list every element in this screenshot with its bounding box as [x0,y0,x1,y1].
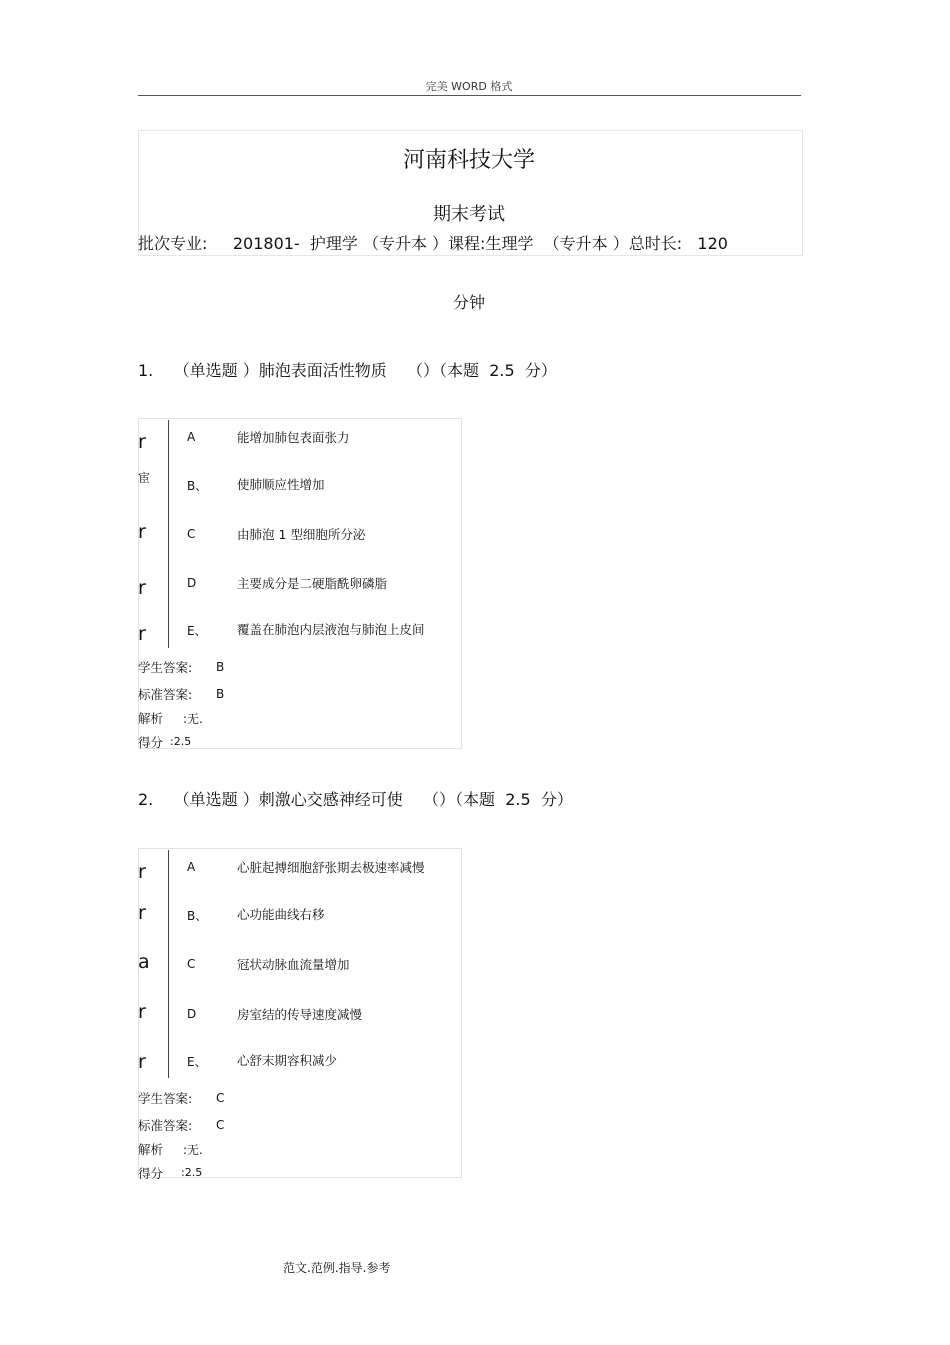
question-1-mark-b: 宦 [138,471,151,485]
duration-unit: 分钟 [452,293,485,312]
question-1-mark-a: r [138,431,146,453]
question-1-option-a-text: 能增加肺包表面张力 [237,430,350,445]
question-1-student-answer: B [216,660,225,674]
question-1-analysis-value: :无. [183,712,203,726]
question-2-option-c-text: 冠状动脉血流量增加 [237,957,350,972]
question-2-analysis-label: 解析 [138,1142,164,1157]
exam-info-line [138,231,728,254]
question-1-mark-e: r [138,623,146,645]
question-1-option-d-letter: D [187,576,197,590]
question-1-score-value: :2.5 [170,735,192,748]
question-2-title: 2. （单选题 ）刺激心交感神经可使 （）（本题 2.5 分） [138,790,573,809]
question-1-score-label: 得分 [138,735,164,750]
question-2-option-a-letter: A [187,860,196,874]
question-2-student-answer-label: 学生答案: [138,1091,193,1106]
question-1-option-b-text: 使肺顺应性增加 [237,477,325,492]
question-1-standard-answer-label: 标准答案: [138,687,193,702]
duration-value: 120 [697,234,728,253]
question-1-option-divider [168,420,169,648]
exam-title: 期末考试 [433,204,505,225]
question-2-option-b-text: 心功能曲线右移 [237,907,325,922]
question-2-option-e-text: 心舒末期容积减少 [237,1053,338,1068]
question-1-option-e-letter: E、 [187,624,207,638]
question-1-option-a-letter: A [187,430,196,444]
header-divider [138,95,801,96]
question-2-score-value: :2.5 [181,1166,203,1179]
question-1-option-c-letter: C [187,527,196,541]
question-2-mark-c: a [138,951,150,973]
batch-value: 201801- 护理学 （专升本 ） [232,234,449,253]
question-1-mark-c: r [138,521,146,543]
university-title: 河南科技大学 [402,148,535,173]
course-label: 课程: [448,234,486,253]
question-2-mark-d: r [138,1001,146,1023]
question-2-mark-a: r [138,861,146,883]
question-1-option-c-text: 由肺泡 1 型细胞所分泌 [237,527,366,542]
question-1-option-e-text: 覆盖在肺泡内层液泡与肺泡上皮间 [237,622,425,637]
question-2-option-a-text: 心脏起搏细胞舒张期去极速率减慢 [237,860,425,875]
question-2-mark-b: r [138,902,146,924]
question-2-option-divider [168,850,169,1078]
question-2-option-d-letter: D [187,1007,197,1021]
question-1-option-b-letter: B、 [187,479,208,493]
question-1-option-d-text: 主要成分是二硬脂酰卵磷脂 [237,576,388,591]
duration-label: 总时长: [628,234,683,253]
batch-label: 批次专业: [138,234,208,253]
question-2-standard-answer: C [216,1118,225,1132]
question-2-mark-e: r [138,1051,146,1073]
question-2-option-e-letter: E、 [187,1055,207,1069]
question-2-score-label: 得分 [138,1166,164,1181]
question-1-analysis-label: 解析 [138,711,164,726]
question-2-standard-answer-label: 标准答案: [138,1118,193,1133]
question-1-standard-answer: B [216,687,225,701]
page-footer-text: 范文.范例.指导.参考 [283,1261,391,1275]
question-2-option-d-text: 房室结的传导速度减慢 [237,1007,363,1022]
question-2-option-c-letter: C [187,957,196,971]
question-2-analysis-value: :无. [183,1143,203,1157]
page-header-text: 完美 WORD 格式 [425,80,513,93]
question-1-student-answer-label: 学生答案: [138,660,193,675]
question-1-title: 1. （单选题 ）肺泡表面活性物质 （）（本题 2.5 分） [138,361,557,380]
course-value: 生理学 （专升本 ） [485,234,629,253]
question-2-option-b-letter: B、 [187,909,208,923]
question-2-student-answer: C [216,1091,225,1105]
question-1-mark-d: r [138,577,146,599]
